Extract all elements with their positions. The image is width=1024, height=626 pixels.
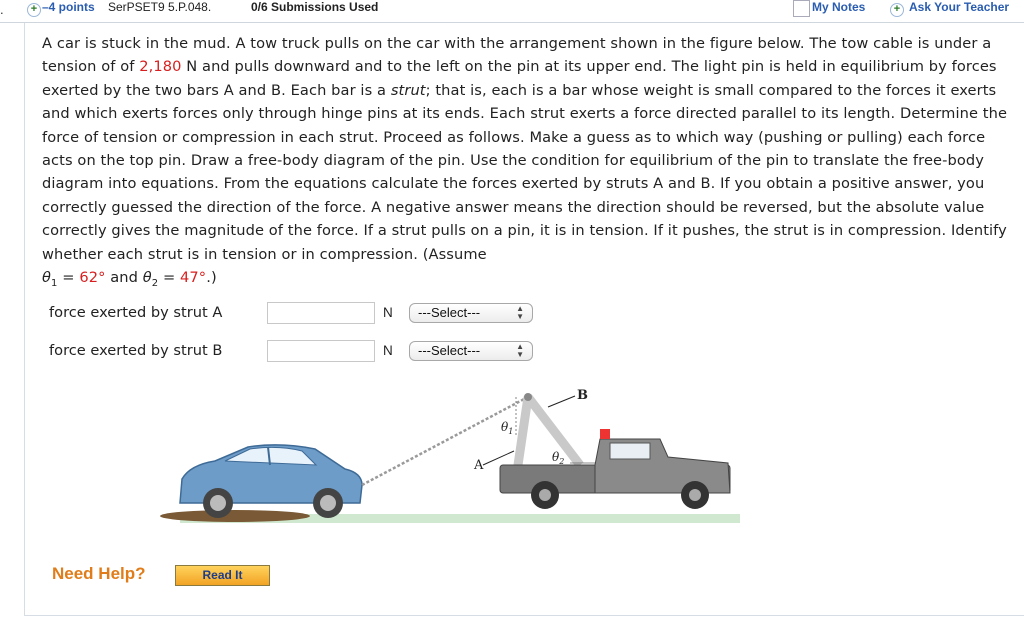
- beacon-light: [600, 429, 610, 439]
- figure-theta2: $\theta_2$: [552, 450, 565, 466]
- strut-a: [518, 397, 528, 465]
- and-word: and: [105, 269, 143, 287]
- strut-a-input[interactable]: [267, 302, 375, 324]
- submissions-count: 0/6 Submissions Used: [251, 0, 379, 14]
- label-a-pointer: [483, 451, 514, 465]
- points-label: –4 points: [42, 0, 95, 14]
- figure-theta1: $\theta_1$: [501, 420, 514, 436]
- equals-sign-2: =: [158, 269, 181, 287]
- label-a: A: [474, 458, 484, 473]
- theta2-subscript: 2: [151, 277, 159, 289]
- theta1-value: 62°: [79, 269, 106, 287]
- theta2-symbol: θ: [142, 269, 152, 287]
- strut-a-unit: N: [383, 305, 393, 320]
- expand-plus-icon[interactable]: +: [27, 3, 41, 17]
- strut-a-select[interactable]: [409, 303, 533, 323]
- tow-truck: [500, 429, 730, 509]
- select-arrows-icon: ▲ ▼: [516, 342, 524, 359]
- tension-value: 2,180: [139, 58, 182, 76]
- theta1-subscript: 1: [51, 277, 58, 289]
- theta2-value: 47°: [180, 269, 207, 287]
- mud-patch: [160, 510, 310, 522]
- problem-statement: [42, 32, 1017, 295]
- my-notes-link[interactable]: My Notes: [812, 0, 866, 14]
- question-number: .: [0, 2, 4, 17]
- read-it-button[interactable]: Read It: [175, 565, 270, 586]
- notes-checkbox[interactable]: [793, 0, 810, 17]
- equals-sign-1: =: [57, 269, 80, 287]
- label-b: B: [577, 388, 588, 403]
- assignment-header: [0, 0, 1024, 23]
- strut-b-label: force exerted by strut B: [49, 342, 223, 359]
- ask-teacher-plus-icon[interactable]: +: [890, 3, 904, 17]
- closing-paren: .): [206, 269, 217, 287]
- strut-b-input[interactable]: [267, 340, 375, 362]
- tow-truck-figure: [140, 385, 740, 525]
- label-b-pointer: [548, 396, 575, 407]
- strut-b-select[interactable]: [409, 341, 533, 361]
- problem-text-part-1: A car is stuck in the mud. A tow truck pulls on the car with the arrangement shown in the figure below. The tow cable is under a tension of of: [42, 35, 992, 76]
- select-arrows-icon: ▲ ▼: [516, 304, 524, 321]
- ask-teacher-link[interactable]: Ask Your Teacher: [909, 0, 1010, 14]
- theta1-symbol: θ: [42, 269, 52, 287]
- problem-text-part-2: N and pulls downward and to the left on the pin at its upper end. The light pin is held in equilibrium by forces exerted by the two bars A and B. Each bar is a: [42, 58, 997, 99]
- strut-a-label: force exerted by strut A: [49, 304, 223, 321]
- stuck-car: [180, 445, 362, 518]
- problem-code: SerPSET9 5.P.048.: [108, 0, 212, 14]
- strut-a-select-value: ---Select---: [418, 305, 481, 320]
- strut-b-select-value: ---Select---: [418, 343, 481, 358]
- strut-b-unit: N: [383, 343, 393, 358]
- need-help-label: Need Help?: [52, 564, 146, 583]
- problem-text-part-3: ; that is, each is a bar whose weight is small compared to the forces it exerts and which exerts forces only through hinge pins at its ends. Each strut exerts a force directed parallel to its length. Determine the force of tension or compression in each strut. Proceed as follows. Make a guess as to which way (pushing or pulling) each force acts on the top pin. Draw a free-body diagram of the pin. Use the condition for equilibrium of the pin to translate the free-body diagram into equations. From the equations calculate the forces exerted by struts A and B. If you obtain a positive answer, you correctly guessed the direction of the force. A negative answer means the direction should be reversed, but the absolute value correctly gives the magnitude of the force. If a strut pulls on a pin, it is in tension. If it pushes, the strut is in compression. Identify whether each strut is in tension or in compression. (Assume: [42, 81, 1008, 263]
- top-pin: [524, 393, 532, 401]
- strut-term: strut: [390, 81, 426, 99]
